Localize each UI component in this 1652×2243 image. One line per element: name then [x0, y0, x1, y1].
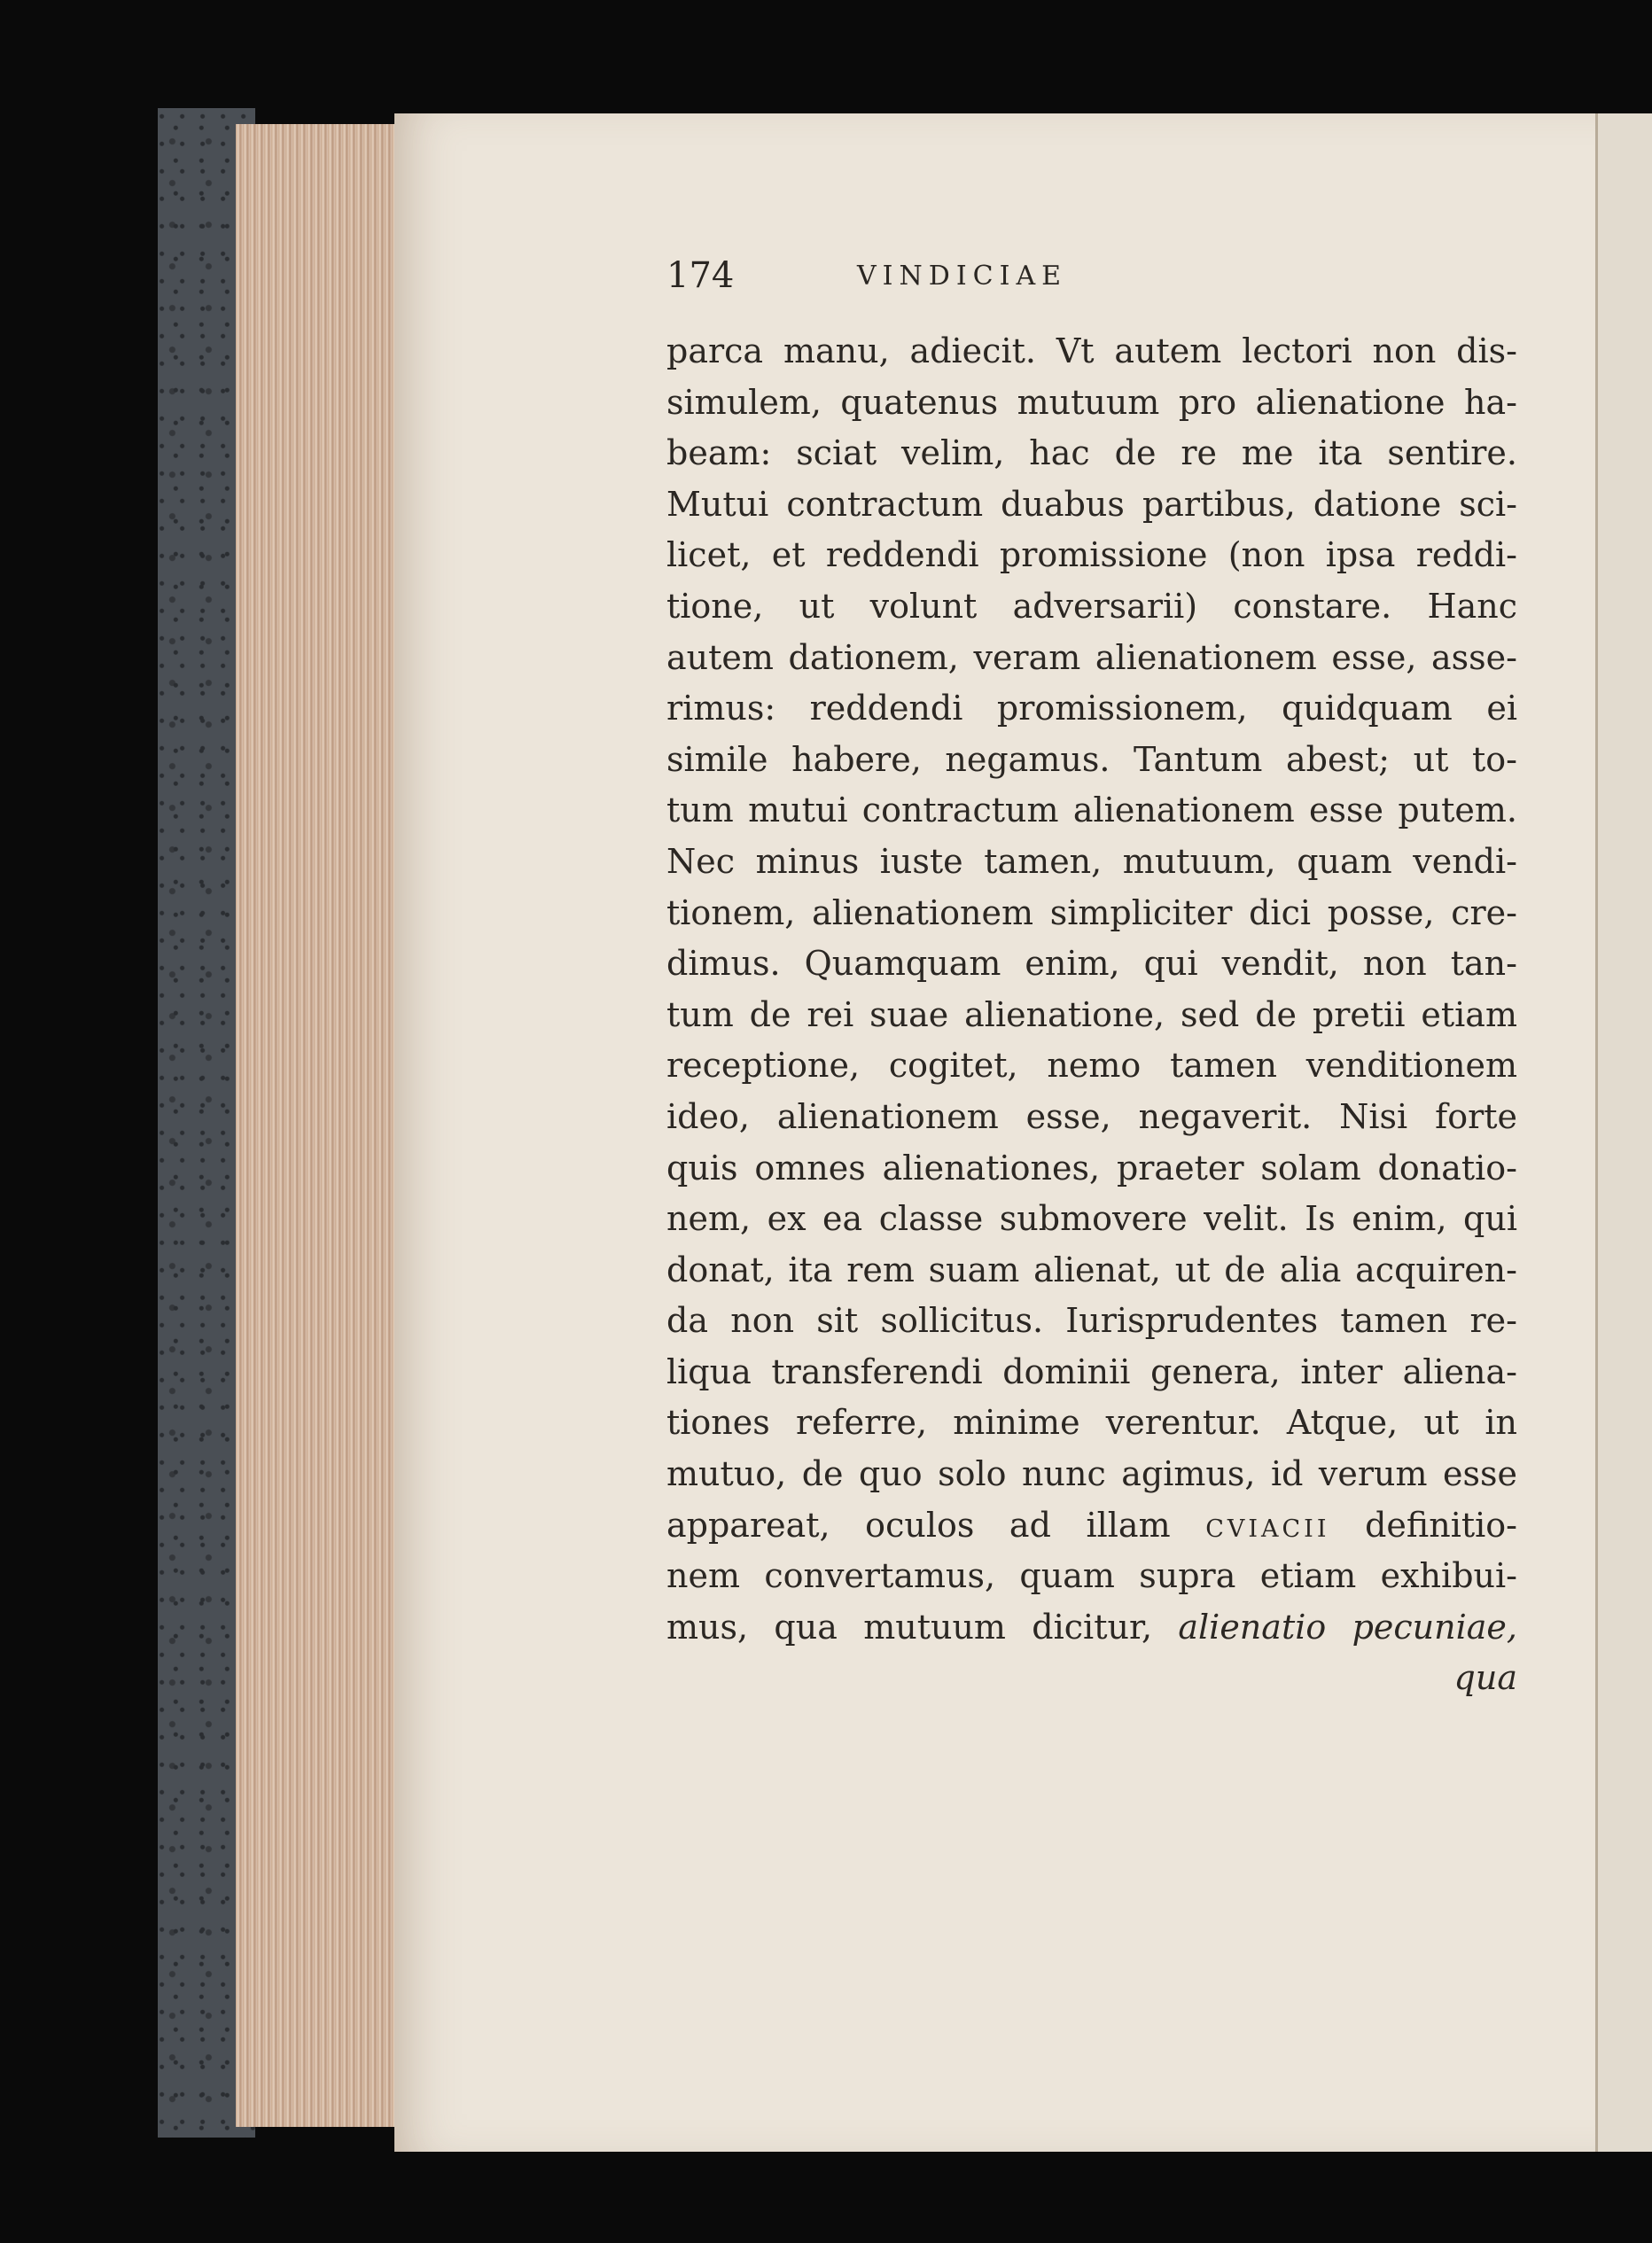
text-line: tum de rei suae alienatione, sed de pretii etiam — [666, 994, 1517, 1034]
text-line: beam: sciat velim, hac de re me ita sentire. — [666, 433, 1517, 473]
text-line: liqua transferendi dominii genera, inter aliena- — [666, 1351, 1517, 1391]
text-line: Nec minus iuste tamen, mutuum, quam vendi- — [666, 841, 1517, 881]
text-line: simulem, quatenus mutuum pro alienatione ha- — [666, 382, 1517, 422]
text-line: simile habere, negamus. Tantum abest; ut to- — [666, 739, 1517, 779]
text-line: licet, et reddendi promissione (non ipsa reddi- — [666, 535, 1517, 575]
text-line: mutuo, de quo solo nunc agimus, id verum esse — [666, 1454, 1517, 1494]
text-line: parca manu, adiecit. Vt autem lectori non dis- — [666, 331, 1517, 370]
author-name: cviacii — [1205, 1505, 1330, 1545]
page-number: 174 — [666, 255, 735, 296]
italic-phrase: alienatio pecuniae, — [1178, 1607, 1517, 1647]
text-line: nem convertamus, quam supra etiam exhibui- — [666, 1556, 1517, 1596]
catchword: qua — [1453, 1658, 1517, 1698]
facing-page-edge — [1595, 113, 1652, 2152]
page-edges — [236, 124, 413, 2127]
text-line — [666, 1602, 1517, 1654]
line-end: definitio- — [1329, 1505, 1517, 1545]
running-title: VINDICIAE — [857, 261, 1068, 292]
text-line: autem dationem, veram alienationem esse, asse- — [666, 637, 1517, 677]
running-head — [666, 255, 1544, 308]
text-line: rimus: reddendi promissionem, quidquam ei — [666, 689, 1517, 728]
text-line: tiones referre, minime verentur. Atque, ut in — [666, 1403, 1517, 1443]
line-start: mus, qua mutuum dicitur, — [666, 1607, 1179, 1647]
text-line — [666, 1500, 1517, 1552]
text-line: tum mutui contractum alienationem esse putem. — [666, 791, 1517, 830]
line-start: appareat, oculos ad illam — [666, 1505, 1206, 1545]
text-line: nem, ex ea classe submovere velit. Is enim, qui — [666, 1199, 1517, 1239]
text-line: da non sit sollicitus. Iurisprudentes tamen re- — [666, 1301, 1517, 1341]
text-line: dimus. Quamquam enim, qui vendit, non tan- — [666, 944, 1517, 984]
text-line: receptione, cogitet, nemo tamen venditionem — [666, 1046, 1517, 1086]
text-line: tionem, alienationem simpliciter dici posse, cre- — [666, 892, 1517, 932]
text-line: ideo, alienationem esse, negaverit. Nisi forte — [666, 1096, 1517, 1136]
text-line: tione, ut volunt adversarii) constare. Hanc — [666, 586, 1517, 626]
text-line: quis omnes alienationes, praeter solam donatio- — [666, 1148, 1517, 1188]
text-line: Mutui contractum duabus partibus, datione sci- — [666, 484, 1517, 524]
text-line: donat, ita rem suam alienat, ut de alia acquiren- — [666, 1250, 1517, 1289]
body-text — [666, 326, 1517, 1704]
